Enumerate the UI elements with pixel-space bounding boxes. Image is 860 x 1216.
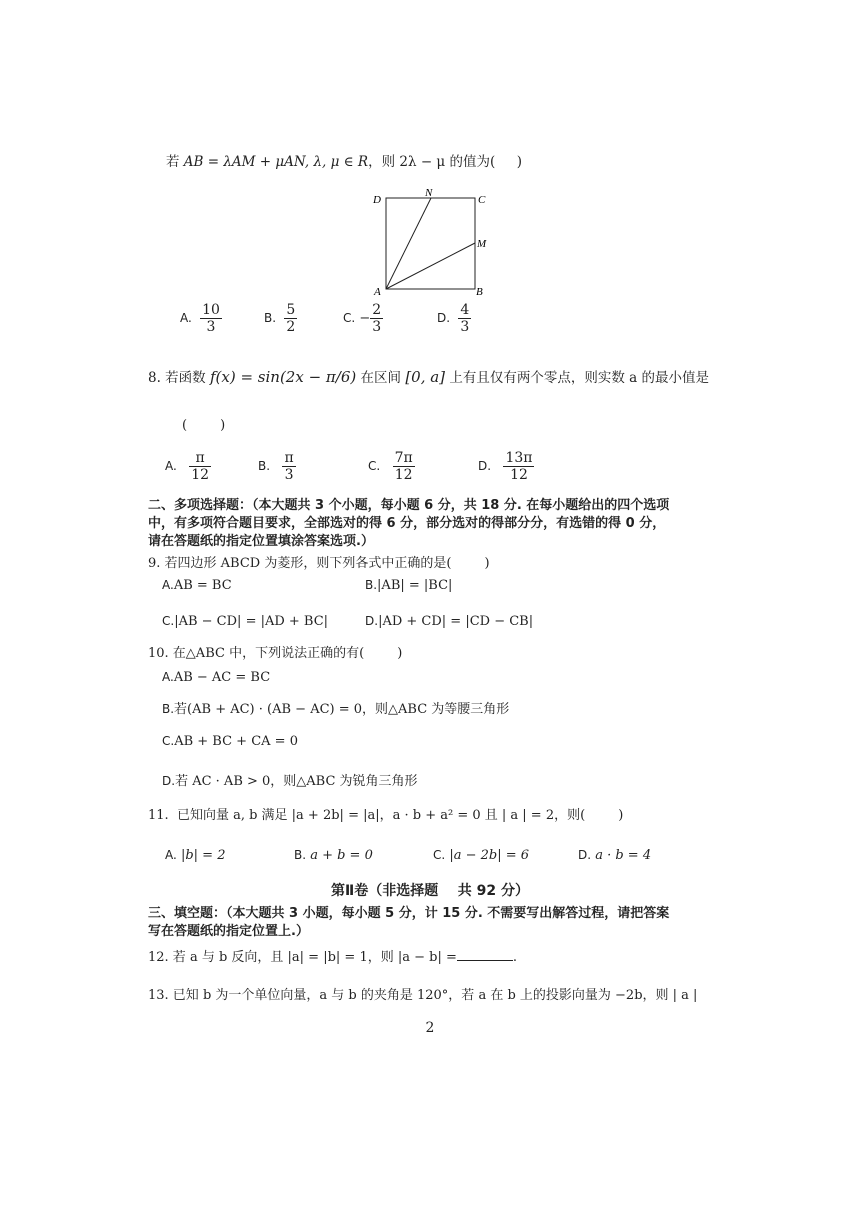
q8-option-a-fraction: $\frac{\pi}{12}$	[191, 450, 210, 484]
q7-stem-prefix: 若	[166, 154, 180, 170]
q8-prefix: 8. 若函数	[148, 370, 206, 386]
q12-suffix: .	[512, 950, 518, 965]
label-n: N	[425, 187, 433, 199]
q11-option-a[interactable]: A. |b| = 2	[165, 848, 226, 863]
q10-option-b[interactable]: B.若(AB + AC) · (AB − AC) = 0，则△ABC 为等腰三角形	[162, 702, 510, 717]
q8-option-b[interactable]: B. $\frac{\pi}{3}$	[258, 450, 294, 484]
q8-option-c[interactable]: C. $\frac{7\pi}{12}$	[368, 450, 413, 484]
q10-stem: 10. 在△ABC 中，下列说法正确的有( )	[148, 646, 403, 661]
q11-option-c[interactable]: C. |a − 2b| = 6	[433, 848, 530, 863]
q8-suffix: 上有且仅有两个零点，则实数 a 的最小值是	[449, 370, 709, 386]
q11-option-d[interactable]: D. a · b = 4	[578, 848, 652, 863]
q12-text: 12. 若 a 与 b 反向，且 |a| = |b| = 1，则 |a − b| =	[148, 950, 457, 965]
q8-answer-paren: ( )	[182, 418, 226, 433]
section-3-heading-line-2: 写在答题纸的指定位置上.）	[148, 924, 309, 939]
section-3-heading-line-1: 三、填空题：（本大题共 3 小题，每小题 5 分，计 15 分. 不需要写出解答过程，请把答案	[148, 906, 670, 921]
q8-function: f(x) = sin(2x − π/6)	[209, 368, 357, 386]
label-c: C	[478, 194, 486, 206]
q7-option-b[interactable]: B. $\frac{5}{2}$	[264, 302, 296, 336]
q7-stem-suffix: ，则 2λ − μ 的值为(	[368, 154, 496, 170]
q8-option-c-fraction: $\frac{7\pi}{12}$	[394, 450, 413, 484]
q8-option-b-fraction: $\frac{\pi}{3}$	[284, 450, 294, 484]
q12-line	[148, 946, 517, 965]
label-a: A	[374, 286, 381, 298]
page-number: 2	[425, 1020, 435, 1036]
q7-stem-close: )	[516, 154, 523, 170]
q11-option-b[interactable]: B. a + b = 0	[294, 848, 373, 863]
q8-option-d[interactable]: D. $\frac{13\pi}{12}$	[478, 450, 533, 484]
q7-option-a[interactable]: A. $\frac{10}{3}$	[180, 302, 220, 336]
q8-option-a[interactable]: A. $\frac{\pi}{12}$	[165, 450, 210, 484]
part-2-title: 第Ⅱ卷（非选择题 共 92 分）	[331, 883, 529, 899]
q9-option-d[interactable]: D.|AD + CD| = |CD − CB|	[365, 614, 534, 629]
label-d: D	[373, 194, 381, 206]
q7-option-c-sign: −	[359, 311, 371, 327]
q9-option-b[interactable]: B.|AB| = |BC|	[365, 578, 453, 593]
q12-answer-blank[interactable]	[457, 960, 513, 961]
q10-option-a[interactable]: A.AB − AC = BC	[162, 670, 271, 685]
section-2-heading-line-2: 中，有多项符合题目要求，全部选对的得 6 分，部分选对的得部分分，有选错的得 0 分，	[148, 516, 666, 531]
q8-interval: [0, a]	[405, 368, 446, 386]
q8-option-d-fraction: $\frac{13\pi}{12}$	[505, 450, 533, 484]
q7-option-c-fraction: $\frac{2}{3}$	[372, 302, 382, 336]
q9-stem: 9. 若四边形 ABCD 为菱形，则下列各式中正确的是( )	[148, 556, 490, 571]
q8-middle: 在区间	[360, 370, 402, 386]
q7-option-d[interactable]: D. $\frac{4}{3}$	[437, 302, 470, 336]
q11-stem: 11. 已知向量 a, b 满足 |a + 2b| = |a|，a · b + a² = 0 且 | a | = 2，则( )	[148, 808, 624, 823]
q7-option-b-fraction: $\frac{5}{2}$	[286, 302, 296, 336]
q8-stem	[148, 366, 709, 386]
q10-option-c[interactable]: C.AB + BC + CA = 0	[162, 734, 298, 749]
section-2-heading-line-1: 二、多项选择题：（本大题共 3 个小题，每小题 6 分，共 18 分. 在每小题给出的四个选项	[148, 498, 670, 513]
label-m: M	[477, 238, 487, 250]
q7-stem-expr: AB = λAM + μAN, λ, μ ∈ R	[183, 154, 369, 170]
q10-option-d[interactable]: D.若 AC · AB > 0，则△ABC 为锐角三角形	[162, 774, 418, 789]
q7-stem	[166, 150, 522, 170]
q7-option-c[interactable]: C. − $\frac{2}{3}$	[343, 302, 382, 336]
q7-option-a-fraction: $\frac{10}{3}$	[202, 302, 220, 336]
q9-option-a[interactable]: A.AB = BC	[162, 578, 232, 593]
section-2-heading-line-3: 请在答题纸的指定位置填涂答案选项.）	[148, 534, 374, 549]
label-b: B	[476, 286, 483, 298]
q7-square-figure	[365, 186, 495, 302]
q7-option-d-fraction: $\frac{4}{3}$	[460, 302, 470, 336]
q13-text: 13. 已知 b 为一个单位向量，a 与 b 的夹角是 120°，若 a 在 b 上的投影向量为 −2b，则 | a |	[148, 988, 698, 1003]
q9-option-c[interactable]: C.|AB − CD| = |AD + BC|	[162, 614, 329, 629]
